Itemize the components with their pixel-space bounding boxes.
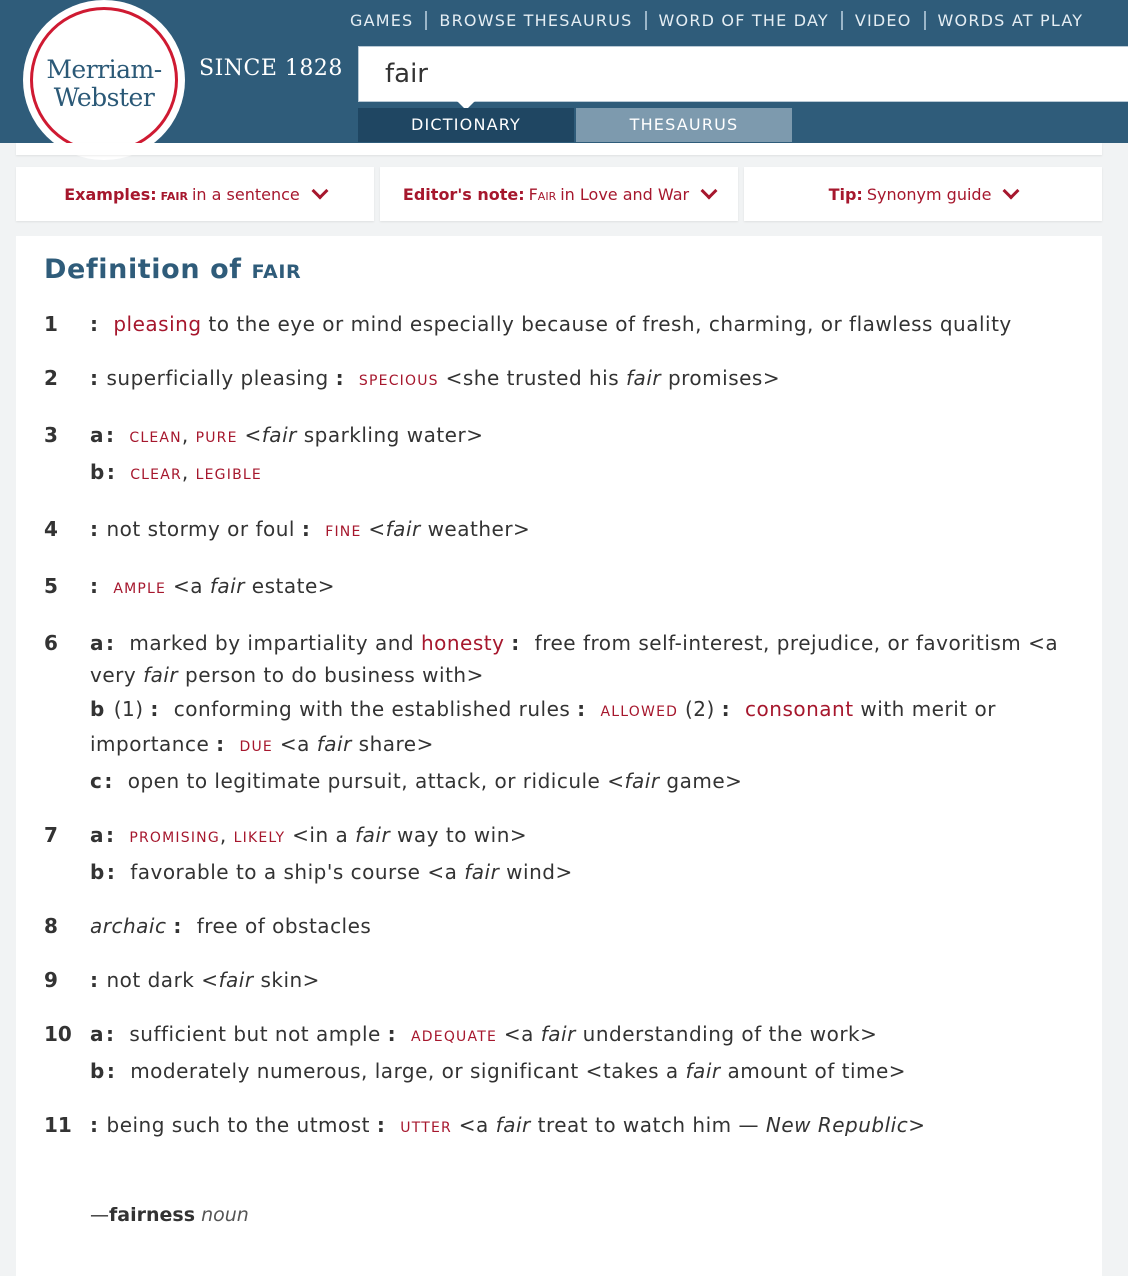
- sense-8: [44, 910, 1084, 942]
- subsense-a: [90, 627, 1084, 691]
- sense-text: [90, 362, 1084, 397]
- sense-6: [44, 627, 1084, 797]
- vi-headword: fair: [540, 1022, 576, 1046]
- run-on-entry: [90, 1204, 249, 1226]
- vi-text: <a: [503, 1022, 534, 1046]
- verbal-illustration: [607, 769, 742, 793]
- editors-note-dropdown[interactable]: [380, 167, 738, 221]
- logo-ring: [30, 7, 178, 153]
- runon-dash: —: [90, 1204, 109, 1226]
- synonym-link[interactable]: CLEAR: [130, 467, 182, 483]
- sense-number: 5: [44, 574, 58, 598]
- vi-text: wind>: [506, 860, 573, 884]
- definition-text: open to legitimate pursuit, attack, or ridicule: [127, 769, 601, 793]
- synonym-link[interactable]: PROMISING: [129, 830, 220, 846]
- verbal-illustration: [280, 732, 434, 756]
- subsense-letter: b: [90, 860, 105, 884]
- sense-1: [44, 308, 1084, 340]
- sense-number: 3: [44, 423, 58, 447]
- tip-label: Tip:: [828, 184, 863, 204]
- examples-dropdown[interactable]: [16, 167, 374, 221]
- vi-headword: fair: [355, 823, 391, 847]
- vi-headword: fair: [209, 574, 245, 598]
- definition-text: superficially pleasing: [106, 366, 329, 390]
- vi-text: estate>: [251, 574, 336, 598]
- colon: :: [90, 312, 99, 336]
- paren-number: (2): [684, 697, 715, 721]
- vi-text: >: [908, 1113, 926, 1137]
- vi-headword: fair: [626, 366, 662, 390]
- subsense-letter: c: [90, 769, 103, 793]
- colon: :: [90, 366, 99, 390]
- subsense-a: [90, 1018, 1084, 1053]
- synonym-link[interactable]: PURE: [195, 430, 238, 446]
- sense-text: [90, 910, 1084, 942]
- colon: :: [511, 631, 520, 655]
- sense-text: [90, 308, 1084, 340]
- vi-text: <in a: [292, 823, 349, 847]
- paren-number: (1): [113, 697, 144, 721]
- verbal-illustration: [173, 574, 335, 598]
- subsense-letter: a: [90, 631, 104, 655]
- verbal-illustration: [245, 423, 484, 447]
- chevron-down-icon: [311, 183, 328, 200]
- colon: :: [376, 1113, 386, 1137]
- subsense-b: [90, 1055, 1084, 1087]
- synonym-link[interactable]: SPECIOUS: [358, 373, 439, 389]
- sense-2: [44, 362, 1084, 397]
- sense-number: 7: [44, 823, 58, 847]
- logo[interactable]: [23, 0, 185, 160]
- colon: :: [106, 423, 115, 447]
- comma: ,: [181, 460, 189, 484]
- tip-text: Synonym guide: [866, 184, 992, 204]
- sense-number: 2: [44, 366, 58, 390]
- verbal-illustration: [446, 366, 780, 390]
- synonym-link[interactable]: LIKELY: [233, 830, 286, 846]
- editors-note-word: Fair: [528, 184, 557, 204]
- vi-text: <: [244, 423, 262, 447]
- comma: ,: [219, 823, 227, 847]
- search-input[interactable]: [359, 47, 1128, 101]
- sense-7: [44, 819, 1084, 888]
- editors-note-text: in Love and War: [560, 184, 690, 204]
- sense-list: [44, 308, 1084, 1166]
- vi-text: way to win>: [397, 823, 528, 847]
- sense-number: 9: [44, 968, 58, 992]
- runon-pos: noun: [201, 1204, 249, 1226]
- vi-text: <: [201, 968, 219, 992]
- vi-source: New Republic: [765, 1113, 909, 1137]
- colon: :: [90, 1113, 99, 1137]
- subsense-b: [90, 456, 1084, 491]
- colon: :: [106, 1059, 116, 1083]
- definition-text: moderately numerous, large, or significant <takes a: [130, 1059, 679, 1083]
- sense-text: [90, 964, 1084, 996]
- vi-text: <: [368, 517, 386, 541]
- definition-text: marked by impartiality and: [129, 631, 415, 655]
- vi-text: <a: [458, 1113, 489, 1137]
- subsense-letter: a: [90, 423, 104, 447]
- definition-text: free of obstacles: [196, 914, 372, 938]
- logo-line2: Webster: [53, 83, 155, 112]
- sense-text: [90, 570, 1084, 605]
- definition-text: not dark: [106, 968, 195, 992]
- vi-text: weather>: [427, 517, 531, 541]
- definition-text: favorable to a ship's course <a: [130, 860, 458, 884]
- xref-link[interactable]: pleasing: [113, 312, 202, 336]
- vi-headword: fair: [316, 732, 352, 756]
- top-nav: [338, 8, 1128, 32]
- nav-browse-thesaurus[interactable]: BROWSE THESAURUS: [425, 11, 644, 30]
- colon: :: [216, 732, 225, 756]
- sense-9: [44, 964, 1084, 996]
- verbal-illustration: [201, 968, 320, 992]
- notes-bar: [16, 167, 1102, 221]
- synonym-link[interactable]: ADEQUATE: [411, 1029, 497, 1045]
- sense-10: [44, 1018, 1084, 1087]
- verbal-illustration: [459, 1113, 926, 1137]
- logo-text: [33, 56, 175, 112]
- usage-label: archaic: [90, 914, 167, 938]
- synonym-link[interactable]: CLEAN: [129, 430, 182, 446]
- colon: :: [90, 968, 99, 992]
- vi-text: sparkling water>: [303, 423, 484, 447]
- logo-line1: Merriam-: [46, 55, 162, 84]
- tab-thesaurus[interactable]: THESAURUS: [576, 108, 792, 142]
- sense-number: 11: [44, 1113, 72, 1137]
- colon: :: [150, 697, 159, 721]
- synonym-link[interactable]: DUE: [239, 739, 273, 755]
- subsense-a: [90, 819, 1084, 854]
- chevron-down-icon: [701, 183, 718, 200]
- site-header: [0, 0, 1128, 143]
- definition-text: not stormy or foul: [106, 517, 295, 541]
- subsense-c: [90, 765, 1084, 797]
- verbal-illustration: [292, 823, 527, 847]
- colon: :: [106, 460, 116, 484]
- runon-word: fairness: [109, 1204, 196, 1226]
- subsense-b: [90, 856, 1084, 888]
- search-tabs: [358, 108, 792, 142]
- definition-text: sufficient but not ample: [129, 1022, 381, 1046]
- colon: :: [301, 517, 311, 541]
- definition-text: being such to the utmost: [106, 1113, 371, 1137]
- synonym-link[interactable]: UTTER: [400, 1120, 452, 1136]
- definition-panel: [16, 236, 1102, 1276]
- subsense-letter: b: [90, 697, 105, 721]
- colon: :: [173, 914, 182, 938]
- vi-text: game>: [666, 769, 743, 793]
- xref-link[interactable]: consonant: [745, 697, 854, 721]
- synonym-link[interactable]: FINE: [325, 524, 362, 540]
- subsense-b: [90, 693, 1084, 763]
- examples-word: fair: [160, 184, 188, 204]
- sense-number: 6: [44, 631, 58, 655]
- colon: :: [106, 1022, 115, 1046]
- vi-text: <a: [172, 574, 203, 598]
- synonym-link[interactable]: AMPLE: [113, 581, 167, 597]
- colon: :: [106, 631, 115, 655]
- sense-4: [44, 513, 1084, 548]
- vi-text: person to do business with>: [185, 663, 484, 687]
- sense-text: [90, 513, 1084, 548]
- vi-headword: fair: [385, 517, 421, 541]
- definition-text: conforming with the established rules: [173, 697, 571, 721]
- sense-11: [44, 1109, 1084, 1144]
- vi-text: understanding of the work>: [582, 1022, 878, 1046]
- synonym-link[interactable]: ALLOWED: [600, 704, 679, 720]
- synonym-link[interactable]: LEGIBLE: [195, 467, 262, 483]
- colon: :: [90, 517, 99, 541]
- header-shadow-strip: [16, 143, 1102, 155]
- vi-text: amount of time>: [727, 1059, 907, 1083]
- vi-text: share>: [358, 732, 434, 756]
- colon: :: [106, 860, 116, 884]
- subsense-letter: a: [90, 823, 104, 847]
- vi-headword: fair: [624, 769, 660, 793]
- nav-word-of-the-day[interactable]: WORD OF THE DAY: [645, 11, 841, 30]
- examples-text: in a sentence: [191, 184, 300, 204]
- sense-number: 1: [44, 312, 58, 336]
- colon: :: [721, 697, 731, 721]
- sense-5: [44, 570, 1084, 605]
- nav-games[interactable]: GAMES: [350, 10, 414, 30]
- tab-dictionary[interactable]: DICTIONARY: [358, 108, 574, 142]
- vi-text: treat to watch him —: [537, 1113, 759, 1137]
- verbal-illustration: [368, 517, 530, 541]
- subsense-letter: b: [90, 1059, 105, 1083]
- colon: :: [577, 697, 586, 721]
- subsense-letter: b: [90, 460, 105, 484]
- chevron-down-icon: [1003, 183, 1020, 200]
- definition-headword: fair: [251, 254, 302, 285]
- subsense-letter: a: [90, 1022, 104, 1046]
- vi-text: skin>: [260, 968, 320, 992]
- sense-number: 10: [44, 1022, 72, 1046]
- editors-note-label: Editor's note:: [402, 184, 525, 204]
- definition-heading-label: Definition of: [44, 254, 242, 285]
- tip-dropdown[interactable]: [744, 167, 1102, 221]
- definition-heading: [44, 254, 301, 285]
- comma: ,: [181, 423, 189, 447]
- colon: :: [104, 769, 113, 793]
- nav-words-at-play[interactable]: WORDS AT PLAY: [924, 11, 1096, 30]
- definition-text: free from self-interest, prejudice, or favoritism <a very: [90, 631, 1059, 687]
- vi-text: <a: [279, 732, 310, 756]
- definition-text: to the eye or mind especially because of fresh, charming, or flawless quality: [208, 312, 1012, 336]
- vi-text: promises>: [667, 366, 781, 390]
- vi-text: <: [607, 769, 625, 793]
- vi-headword: fair: [218, 968, 254, 992]
- vi-headword: fair: [464, 860, 500, 884]
- xref-link[interactable]: honesty: [420, 631, 505, 655]
- examples-label: Examples:: [64, 184, 157, 204]
- vi-headword: fair: [143, 663, 179, 687]
- vi-headword: fair: [685, 1059, 721, 1083]
- vi-text: <she trusted his: [445, 366, 620, 390]
- verbal-illustration: [504, 1022, 878, 1046]
- sense-text: [90, 1109, 1084, 1144]
- search-box: [358, 46, 1128, 102]
- sense-number: 8: [44, 914, 58, 938]
- colon: :: [90, 574, 99, 598]
- sense-3: [44, 419, 1084, 491]
- colon: :: [106, 823, 115, 847]
- colon: :: [335, 366, 345, 390]
- sense-number: 4: [44, 517, 58, 541]
- subsense-a: [90, 419, 1084, 454]
- colon: :: [387, 1022, 397, 1046]
- nav-video[interactable]: VIDEO: [841, 11, 924, 30]
- vi-headword: fair: [261, 423, 297, 447]
- definition-text: with merit or importance: [90, 697, 996, 756]
- since-tagline: SINCE 1828: [199, 56, 343, 81]
- vi-headword: fair: [495, 1113, 531, 1137]
